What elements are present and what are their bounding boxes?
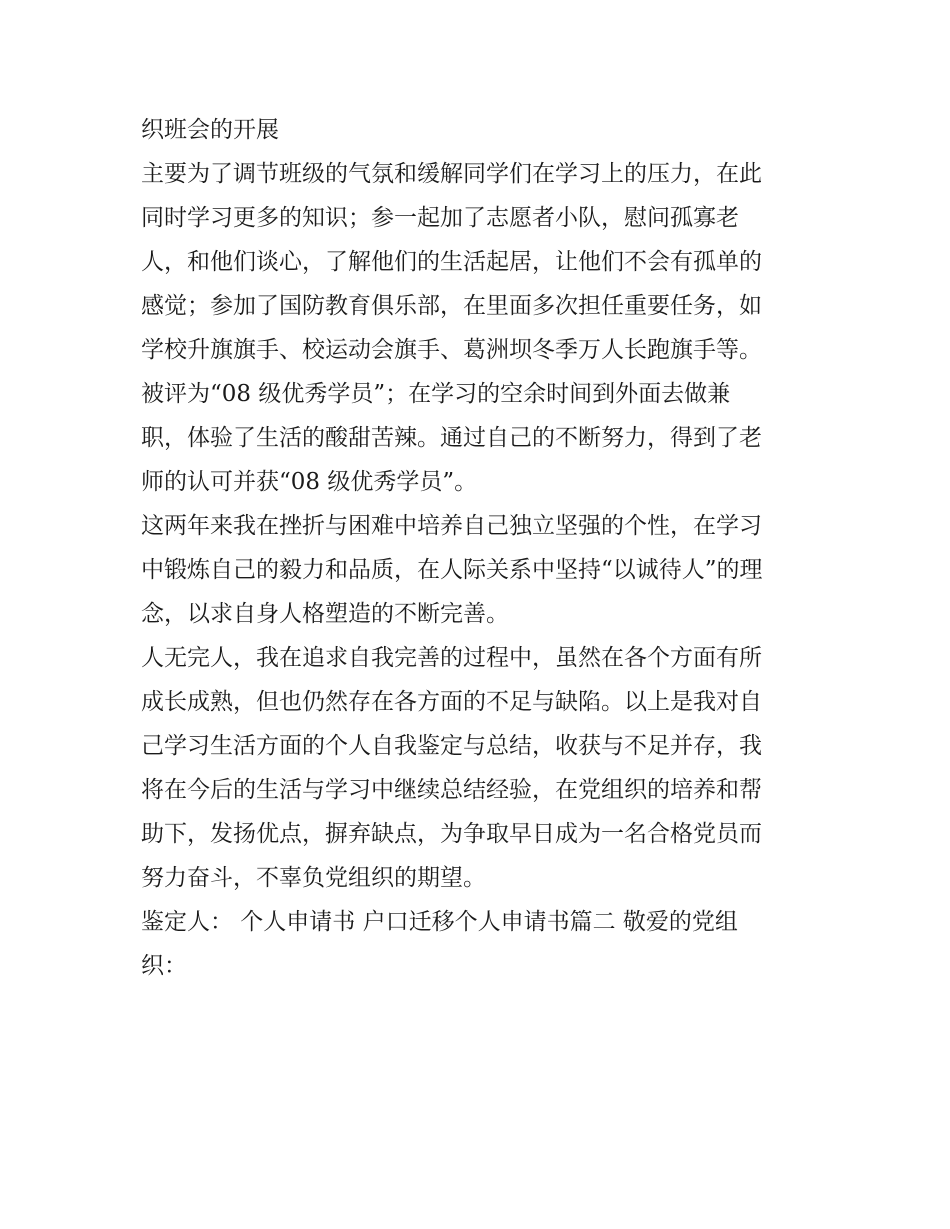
text-line: 织班会的开展 <box>141 117 279 143</box>
text-line: 织： <box>141 953 187 979</box>
text-line: 鉴定人： 个人申请书 户口迁移个人申请书篇二 敬爱的党组 <box>141 909 738 935</box>
text-line: 助下，发扬优点，摒弃缺点，为争取早日成为一名合格党员而 <box>141 821 762 847</box>
text-line: 同时学习更多的知识；参一起加了志愿者小队，慰问孤寡老 <box>141 205 739 231</box>
text-line: 念，以求自身人格塑造的不断完善。 <box>141 601 509 627</box>
text-line: 主要为了调节班级的气氛和缓解同学们在学习上的压力，在此 <box>141 161 762 187</box>
text-line: 中锻炼自己的毅力和品质，在人际关系中坚持“以诚待人”的理 <box>141 557 763 583</box>
text-line: 人，和他们谈心，了解他们的生活起居，让他们不会有孤单的 <box>141 249 762 275</box>
text-line: 职，体验了生活的酸甜苦辣。通过自己的不断努力，得到了老 <box>141 425 762 451</box>
document-body <box>141 108 821 988</box>
text-line: 成长成熟，但也仍然存在各方面的不足与缺陷。以上是我对自 <box>141 689 762 715</box>
text-line: 感觉；参加了国防教育俱乐部，在里面多次担任重要任务，如 <box>141 293 762 319</box>
text-line: 被评为“08 级优秀学员”；在学习的空余时间到外面去做兼 <box>141 381 731 407</box>
text-line: 学校升旗旗手、校运动会旗手、葛洲坝冬季万人长跑旗手等。 <box>141 337 762 363</box>
text-line: 努力奋斗，不辜负党组织的期望。 <box>141 865 486 891</box>
text-line: 师的认可并获“08 级优秀学员”。 <box>141 469 478 495</box>
text-line: 人无完人，我在追求自我完善的过程中，虽然在各个方面有所 <box>141 645 762 671</box>
text-line: 己学习生活方面的个人自我鉴定与总结，收获与不足并存，我 <box>141 733 762 759</box>
text-line: 这两年来我在挫折与困难中培养自己独立坚强的个性，在学习 <box>141 513 762 539</box>
text-line: 将在今后的生活与学习中继续总结经验，在党组织的培养和帮 <box>141 777 762 803</box>
